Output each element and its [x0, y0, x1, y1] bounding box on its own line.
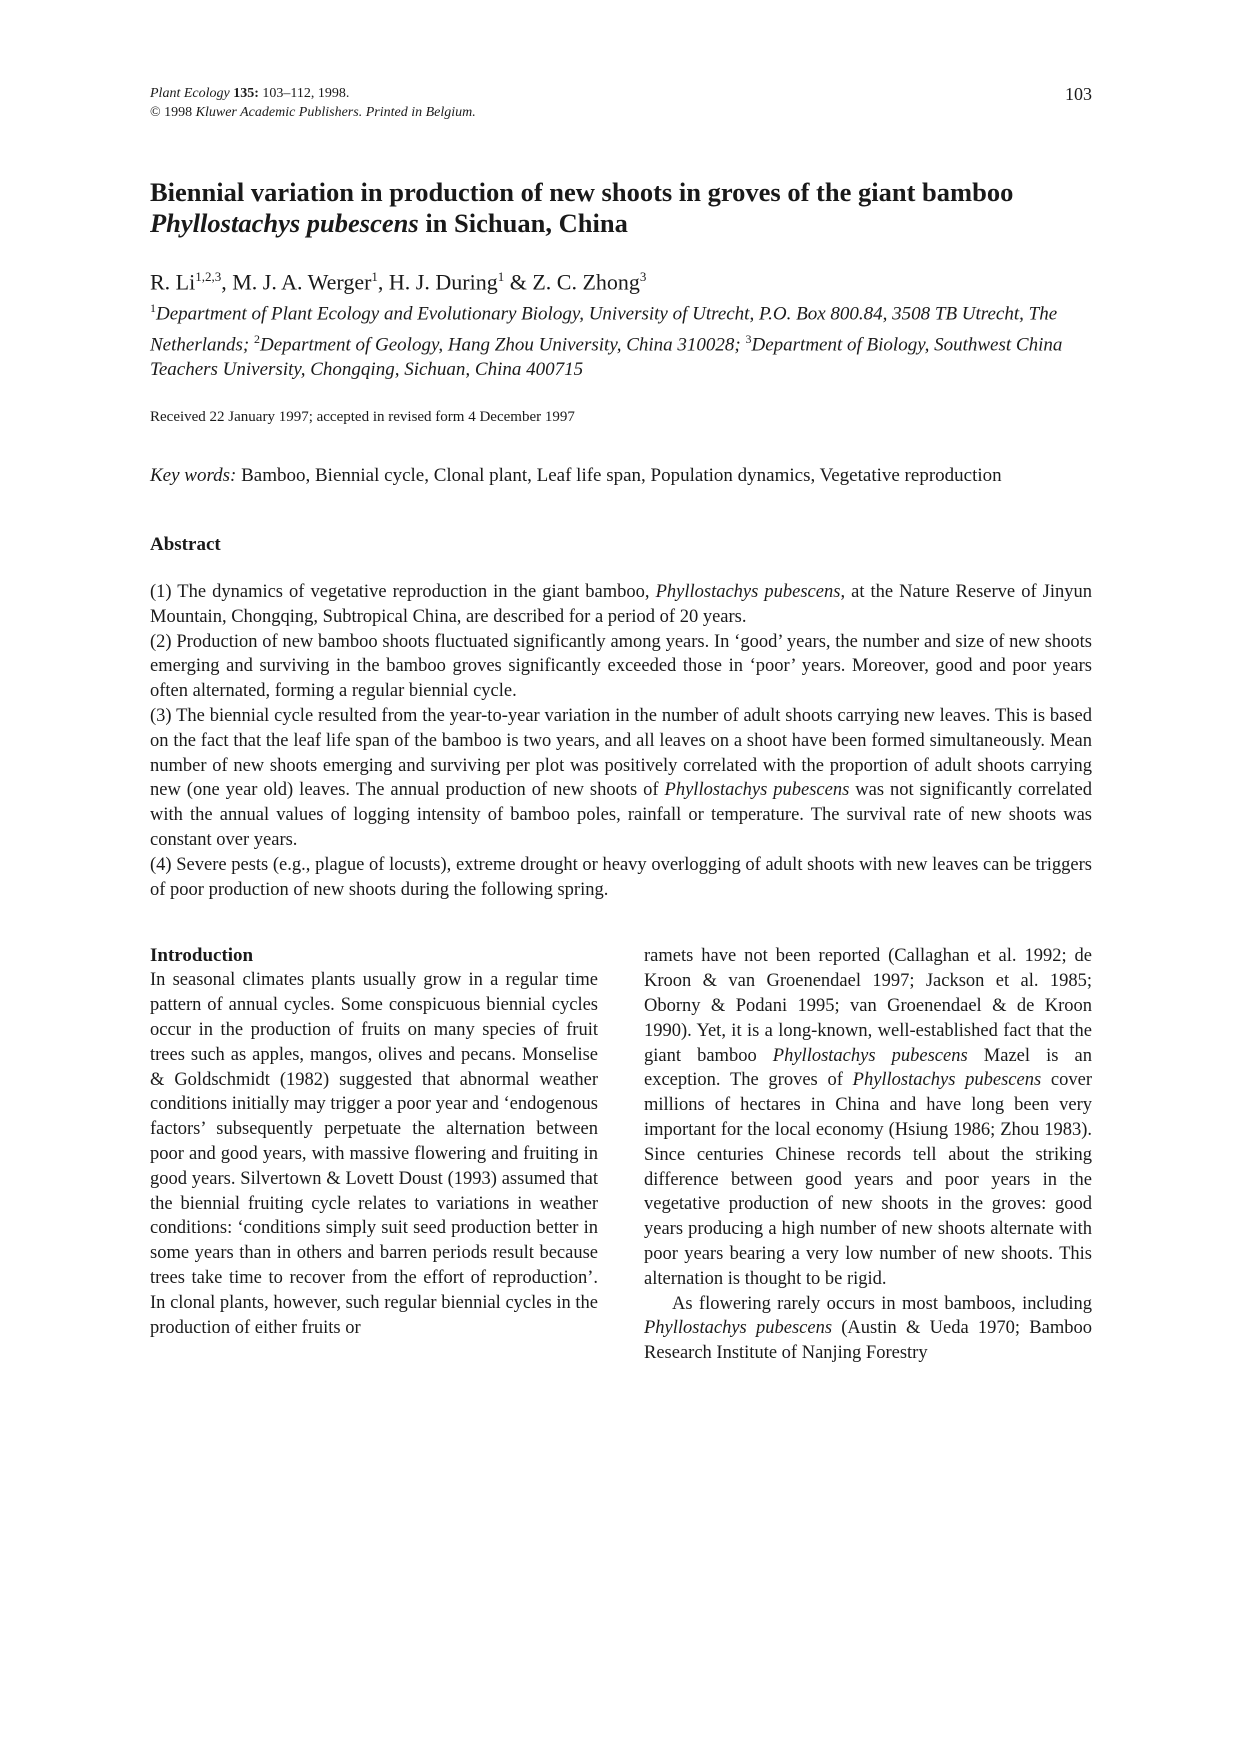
affiliations	[150, 296, 1092, 382]
abstract-text: (1) The dynamics of vegetative reproduction in the giant bamboo,	[150, 581, 656, 602]
author-affil-sup: 1	[497, 269, 505, 284]
body-columns	[150, 944, 1092, 1366]
author-affil-sup: 1	[371, 269, 378, 284]
abstract-paragraph: (4) Severe pests (e.g., plague of locusts), extreme drought or heavy overlogging of adult shoots with new leaves can be triggers of poor production of new shoots during the following spring.	[150, 854, 1092, 900]
author-name: R. Li	[150, 269, 196, 295]
title-line-1: Biennial variation in production of new shoots in groves of the giant bamboo	[150, 177, 1014, 207]
title-line-2: in Sichuan, China	[425, 208, 628, 238]
left-column	[150, 944, 598, 1366]
author-affil-sup: 1,2,3	[195, 269, 222, 284]
journal-citation	[150, 84, 476, 122]
author-name: M. J. A. Werger	[232, 269, 372, 295]
journal-pages: 103–112, 1998.	[262, 86, 350, 101]
affiliation-1: Department of Plant Ecology and Evolutionary Biology, University of Utrecht, P.O. Box 800.84, 3508 TB Utrecht, The Netherlands;	[150, 303, 1058, 355]
species-name: Phyllostachys pubescens	[772, 1045, 968, 1066]
keywords-text: Bamboo, Biennial cycle, Clonal plant, Leaf life span, Population dynamics, Vegetative reproduction	[241, 464, 1002, 486]
species-name: Phyllostachys pubescens	[655, 581, 841, 602]
affiliation-2: Department of Geology, Hang Zhou University, China 310028;	[259, 333, 741, 355]
publisher: Kluwer Academic Publishers.	[195, 105, 363, 120]
title-species: Phyllostachys pubescens	[150, 208, 419, 238]
page-number: 103	[1065, 84, 1092, 104]
abstract-heading: Abstract	[150, 533, 221, 555]
intro-paragraph: In seasonal climates plants usually grow in a regular time pattern of annual cycles. Some conspicuous biennial cycles occur in the production of fruits on many species of fruit trees such as apples, mangos, olives and pecans. Monselise & Goldschmidt (1982) suggested that abnormal weather conditions initially may trigger a poor year and ‘endogenous factors’ subsequently perpetuate the alternation between poor and good years, with massive flowering and fruiting in good years. Silvertown & Lovett Doust (1993) assumed that the biennial fruiting cycle relates to variations in weather conditions: ‘conditions simply suit seed production better in some years than in others and barren periods result because trees take time to recover from the effort of reproduction’. In clonal plants, however, such regular biennial cycles in the production of either fruits or	[150, 970, 598, 1338]
abstract-body	[150, 580, 1092, 902]
journal-name: Plant Ecology	[150, 86, 230, 101]
article-title	[150, 177, 1092, 239]
author-name: H. J. During	[388, 269, 498, 295]
species-name: Phyllostachys pubescens	[644, 1318, 833, 1339]
author-name: Z. C. Zhong	[532, 269, 640, 295]
body-text: ramets have not been reported (Callaghan et al. 1992; de Kroon & van Groenendael 1997; Jackson et al. 1985; Oborny & Podani 1995; van Groenendael & de Kroon 1990). Yet, it is a long-known, well-established fact that the giant bamboo	[644, 946, 1092, 1066]
abstract-text: was not significantly correlated with the annual values of logging intensity of bamboo poles, rainfall or temperature. The survival rate of new shoots was constant over years.	[150, 780, 1092, 850]
affil-sup: 3	[745, 331, 752, 346]
copyright-year: 1998	[164, 105, 193, 120]
copyright-icon: ©	[150, 105, 161, 120]
intro-paragraph	[644, 944, 1092, 1291]
received-dates: Received 22 January 1997; accepted in revised form 4 December 1997	[150, 408, 575, 425]
keywords	[150, 464, 1092, 488]
abstract-text: (3) The biennial cycle resulted from the year-to-year variation in the number of adult shoots carrying new leaves. This is based on the fact that the leaf life span of the bamboo is two years, and all leaves on a shoot have been formed simultaneously. Mean number of new shoots emerging and surviving per plot was positively correlated with the proportion of adult shoots carrying new (one year old) leaves. The annual production of new shoots of	[150, 705, 1092, 801]
species-name: Phyllostachys pubescens	[664, 780, 850, 801]
running-head	[150, 84, 1092, 122]
keywords-label: Key words:	[150, 464, 237, 486]
journal-volume: 135:	[233, 86, 259, 101]
body-text: Mazel is an exception. The groves of	[644, 1045, 1093, 1091]
abstract-paragraph	[150, 704, 1092, 853]
species-name: Phyllostachys pubescens	[852, 1070, 1042, 1091]
body-text: cover millions of hectares in China and have long been very important for the local economy (Hsiung 1986; Zhou 1983). Since centuries Chinese records tell about the striking difference between good years and poor years in the vegetative production of new shoots in the groves: good years producing a high number of new shoots alternate with poor years bearing a very low number of new shoots. This alternation is thought to be rigid.	[644, 1070, 1092, 1289]
body-text: As flowering rarely occurs in most bamboos, including	[672, 1293, 1092, 1314]
article-page	[150, 84, 1092, 1366]
printed-note: Printed in Belgium.	[365, 105, 476, 120]
affiliation-3: Department of Biology, Southwest China Teachers University, Chongqing, Sichuan, China 400715	[150, 333, 1063, 380]
author-affil-sup: 3	[639, 269, 647, 284]
body-text: (Austin & Ueda 1970; Bamboo Research Institute of Nanjing Forestry	[644, 1318, 1092, 1364]
author-list: R. Li$^{1,2,3}$, M. J. A. Werger$^1$, H. J. During$^1$ & Z. C. Zhong$^3$	[150, 269, 647, 295]
affil-sup: 1	[150, 301, 156, 316]
abstract-paragraph	[150, 580, 1092, 630]
abstract-text: , at the Nature Reserve of Jinyun Mountain, Chongqing, Subtropical China, are described for a period of 20 years.	[150, 581, 1092, 627]
abstract-paragraph: (2) Production of new bamboo shoots fluctuated significantly among years. In ‘good’ years, the number and size of new shoots emerging and surviving in the bamboo groves significantly exceeded those in ‘poor’ years. Moreover, good and poor years often alternated, forming a regular biennial cycle.	[150, 631, 1092, 702]
intro-paragraph	[644, 1292, 1092, 1366]
affil-sup: 2	[253, 331, 260, 346]
right-column	[644, 944, 1092, 1366]
introduction-heading: Introduction	[150, 945, 254, 967]
